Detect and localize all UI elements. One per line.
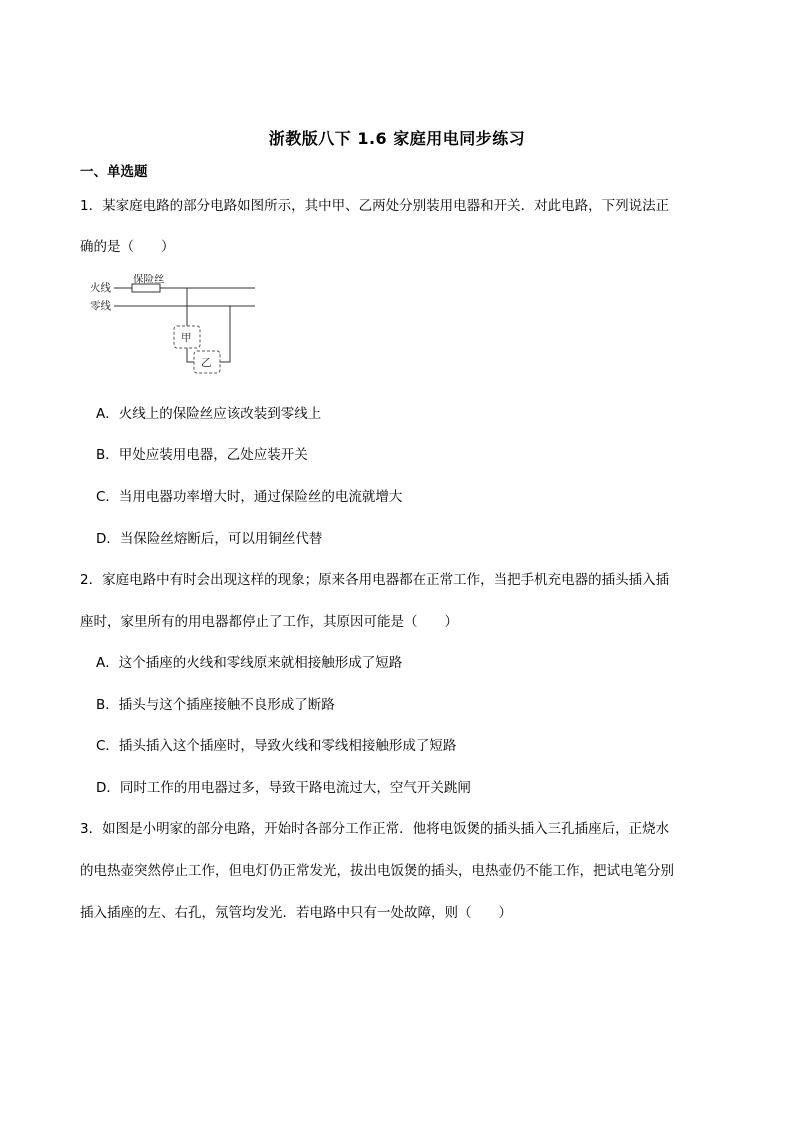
branch-wire-b [220, 306, 230, 362]
neutral-wire-label: 零线 [90, 300, 111, 312]
question-1-text-line-2: 确的是（ ） [80, 239, 175, 255]
question-2-option-b: B．插头与这个插座接触不良形成了断路 [96, 697, 335, 713]
branch-wire-mid [187, 348, 194, 362]
question-3-text-line-3: 插入插座的左、右孔，氖管均发光．若电路中只有一处故障，则（ ） [80, 905, 512, 921]
fuse-symbol [132, 284, 160, 292]
question-1-option-d: D．当保险丝熔断后，可以用铜丝代替 [96, 531, 323, 547]
question-1-option-c: C．当用电器功率增大时，通过保险丝的电流就增大 [96, 489, 403, 505]
live-wire-label: 火线 [90, 282, 111, 294]
box-a-label: 甲 [181, 332, 192, 344]
question-2-text-line-2: 座时，家里所有的用电器都停止了工作，其原因可能是（ ） [80, 614, 458, 630]
question-2-option-d: D．同时工作的用电器过多，导致干路电流过大，空气开关跳闸 [96, 780, 471, 796]
question-1-text-line-1: 1．某家庭电路的部分电路如图所示，其中甲、乙两处分别装用电器和开关．对此电路，下列说法正 [80, 198, 670, 214]
box-b-label: 乙 [201, 357, 212, 369]
question-3-text-line-2: 的电热壶突然停止工作，但电灯仍正常发光，拔出电饭煲的插头，电热壶仍不能工作，把试电笔分别 [80, 863, 674, 879]
fuse-label: 保险丝 [133, 274, 165, 285]
question-2-text-line-1: 2．家庭电路中有时会出现这样的现象；原来各用电器都在正常工作，当把手机充电器的插头插入插 [80, 572, 670, 588]
question-2-option-a: A．这个插座的火线和零线原来就相接触形成了短路 [96, 655, 403, 671]
question-1-option-b: B．甲处应装用电器，乙处应装开关 [96, 447, 308, 463]
question-2-option-c: C．插头插入这个插座时，导致火线和零线相接触形成了短路 [96, 738, 457, 754]
page-title: 浙教版八下 1.6 家庭用电同步练习 [268, 129, 526, 148]
circuit-diagram [90, 274, 260, 384]
question-1-option-a: A．火线上的保险丝应该改装到零线上 [96, 406, 322, 422]
question-3-text-line-1: 3．如图是小明家的部分电路，开始时各部分工作正常．他将电饭煲的插头插入三孔插座后，正烧水 [80, 821, 670, 837]
section-heading: 一、单选题 [80, 164, 148, 180]
